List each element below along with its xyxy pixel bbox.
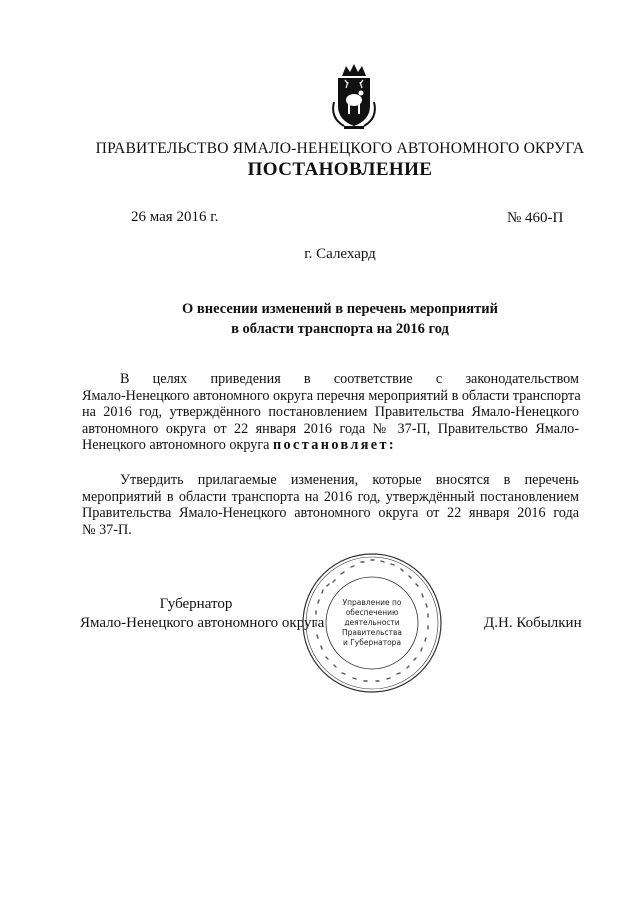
stamp-line-1: Управление по [342,598,402,607]
document-type: ПОСТАНОВЛЕНИЕ [247,159,433,180]
government-title: ПРАВИТЕЛЬСТВО ЯМАЛО-НЕНЕЦКОГО АВТОНОМНОГО ОКРУГА [95,140,585,157]
signer-title [80,595,325,633]
document-date: 26 мая 2016 г. [131,209,219,225]
stamp-line-2: обеспечению [345,608,399,617]
paragraph-2-line-4: № 37-П. [82,521,132,538]
paragraph-1-line-5-text: Ненецкого автономного округа [82,437,270,454]
resolution-keyword: постановляет: [272,437,397,454]
signer-title-line-1: Губернатор [159,596,233,612]
document-city: г. Салехард [304,246,376,262]
body-paragraph-1 [82,371,579,454]
paragraph-2-line-3: Правительства Ямало-Ненецкого автономного округа от 22 января 2016 года [82,505,579,522]
signer-title-line-2: Ямало-Ненецкого автономного округа [80,615,325,631]
coat-of-arms-icon [324,62,384,132]
document-number: № 460-П [507,210,564,226]
official-stamp-icon [301,552,443,694]
paragraph-1-line-2: Ямало-Ненецкого автономного округа перечня мероприятий в области транспорта [82,387,581,404]
subject-line-1: О внесении изменений в перечень мероприятий [182,301,498,317]
stamp-line-3: деятельности [344,618,400,627]
signer-name: Д.Н. Кобылкин [484,615,582,631]
stamp-line-5: и Губернатора [342,638,402,647]
stamp-line-4: Правительства [342,628,402,637]
document-subject [80,299,600,339]
paragraph-1-line-4: автономного округа от 22 января 2016 года № 37-П, Правительство Ямало- [82,420,579,437]
paragraph-1-line-5 [82,437,579,454]
paragraph-2-line-2: мероприятий в области транспорта на 2016 год, утверждённый постановлением [82,488,579,505]
subject-line-2: в области транспорта на 2016 год [231,321,449,337]
body-paragraph-2 [82,472,579,538]
paragraph-2-line-1: Утвердить прилагаемые изменения, которые вносятся в перечень [120,472,579,488]
paragraph-1-line-3: на 2016 год, утверждённого постановлением Правительства Ямало-Ненецкого [82,404,579,421]
paragraph-1-line-1: В целях приведения в соответствие с законодательством [120,371,579,387]
